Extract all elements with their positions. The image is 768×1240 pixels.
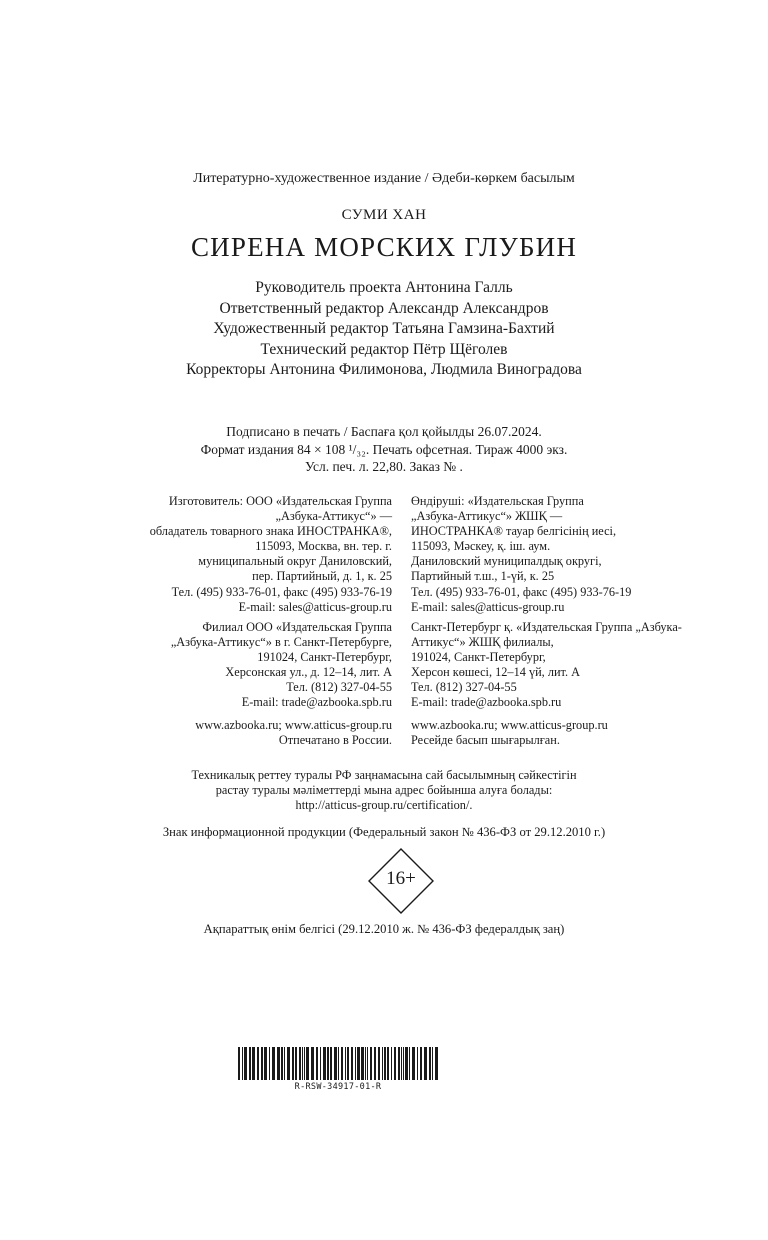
text-line: Санкт-Петербург қ. «Издательская Группа „Азбука- bbox=[411, 619, 682, 634]
barcode-bar bbox=[420, 1047, 422, 1080]
staff-line: Ответственный редактор Александр Александров bbox=[219, 299, 549, 317]
certification-note bbox=[0, 768, 768, 814]
text-line: Отпечатано в России. bbox=[278, 733, 392, 748]
book-title: СИРЕНА МОРСКИХ ГЛУБИН bbox=[190, 232, 578, 262]
text-line: 115093, Мәскеу, қ. іш. аум. bbox=[411, 539, 551, 554]
barcode-bar bbox=[435, 1047, 438, 1080]
text-line: 191024, Санкт-Петербург, bbox=[411, 649, 546, 664]
barcode-bar bbox=[252, 1047, 255, 1080]
barcode-bar bbox=[330, 1047, 332, 1080]
barcode-bar bbox=[398, 1047, 400, 1080]
print-info bbox=[0, 423, 768, 476]
barcode-bar bbox=[264, 1047, 267, 1080]
text-line: Техникалық реттеу туралы РФ заңнамасына сай басылымның сәйкестігін bbox=[191, 768, 577, 782]
author-name: СУМИ ХАН bbox=[341, 207, 427, 223]
manufacturer-ru bbox=[150, 494, 392, 615]
barcode-bar bbox=[295, 1047, 297, 1080]
barcode-bar bbox=[351, 1047, 353, 1080]
text-line: Филиал ООО «Издательская Группа bbox=[202, 619, 392, 634]
text-line: растау туралы мәліметтерді мына адрес бойынша алуға болады: bbox=[215, 783, 553, 798]
barcode-bar bbox=[365, 1047, 366, 1080]
barcode-bar bbox=[244, 1047, 247, 1080]
barcode-bar bbox=[311, 1047, 314, 1080]
barcode-bar bbox=[269, 1047, 270, 1080]
barcode-bar bbox=[361, 1047, 364, 1080]
barcode-bar bbox=[401, 1047, 402, 1080]
column-kazakh bbox=[411, 494, 682, 749]
text-line: Партийный т.ш., 1-үй, к. 25 bbox=[411, 569, 555, 584]
barcode-bar bbox=[299, 1047, 301, 1080]
print-line: Усл. печ. л. 22,80. Заказ № . bbox=[305, 459, 463, 474]
barcode-bar bbox=[272, 1047, 275, 1080]
email-line: E-mail: trade@azbooka.spb.ru bbox=[411, 695, 562, 710]
barcode-bar bbox=[345, 1047, 346, 1080]
barcode-bar bbox=[384, 1047, 386, 1080]
text-line: Тел. (495) 933-76-01, факс (495) 933-76-19 bbox=[171, 584, 392, 599]
barcode-bar bbox=[378, 1047, 380, 1080]
barcode-code: R-RSW-34917-01-R bbox=[294, 1082, 382, 1092]
barcode-bar bbox=[316, 1047, 318, 1080]
text-line: 115093, Москва, вн. тер. г. bbox=[255, 539, 392, 554]
barcode-bar bbox=[391, 1047, 392, 1080]
text-line: ИНОСТРАНКА® тауар белгісінің иесі, bbox=[411, 524, 617, 539]
staff-line: Корректоры Антонина Филимонова, Людмила Виноградова bbox=[186, 361, 582, 379]
web-ru bbox=[150, 718, 392, 748]
email-line: E-mail: sales@atticus-group.ru bbox=[411, 599, 565, 614]
barcode-bar bbox=[284, 1047, 285, 1080]
barcode-bar bbox=[424, 1047, 427, 1080]
text-line: Ресейде басып шығарылған. bbox=[411, 733, 560, 748]
barcode-bar bbox=[387, 1047, 389, 1080]
barcode-bar bbox=[277, 1047, 280, 1080]
barcode-bar bbox=[405, 1047, 408, 1080]
barcode-bar bbox=[355, 1047, 356, 1080]
barcode-bar bbox=[367, 1047, 368, 1080]
barcode-bar bbox=[287, 1047, 290, 1080]
text-line: пер. Партийный, д. 1, к. 25 bbox=[252, 569, 392, 584]
print-line: Подписано в печать / Баспаға қол қойылды 26.07.2024. bbox=[226, 424, 542, 439]
text-line: „Азбука-Аттикус“» ЖШҚ — bbox=[411, 509, 563, 524]
barcode-bar bbox=[292, 1047, 294, 1080]
email-line: E-mail: trade@azbooka.spb.ru bbox=[241, 695, 392, 710]
web-kz bbox=[411, 718, 682, 748]
text-line: Өндіруші: «Издательская Группа bbox=[411, 494, 584, 508]
staff-list bbox=[0, 278, 768, 381]
barcode-bar bbox=[327, 1047, 329, 1080]
age-rating-badge: 16+ bbox=[386, 868, 416, 889]
barcode-bar bbox=[323, 1047, 326, 1080]
barcode-bar bbox=[341, 1047, 343, 1080]
text-line: Херсон көшесі, 12–14 үй, лит. А bbox=[411, 665, 581, 680]
genre-label: Литературно-художественное издание / Әдеби-көркем басылым bbox=[193, 171, 575, 186]
barcode-bar bbox=[249, 1047, 251, 1080]
text-line: „Азбука-Аттикус“» — bbox=[275, 509, 392, 524]
barcode-bar bbox=[357, 1047, 360, 1080]
barcode-bar bbox=[304, 1047, 305, 1080]
column-russian bbox=[150, 494, 392, 749]
text-line: Тел. (812) 327-04-55 bbox=[286, 680, 392, 695]
branch-ru bbox=[150, 620, 392, 711]
barcode-bar bbox=[403, 1047, 404, 1080]
barcode-bar bbox=[238, 1047, 240, 1080]
barcode-bar bbox=[242, 1047, 243, 1080]
text-line: Изготовитель: ООО «Издательская Группа bbox=[168, 494, 392, 508]
url-line: http://atticus-group.ru/certification/. bbox=[295, 798, 473, 813]
barcode-bar bbox=[257, 1047, 259, 1080]
text-line: обладатель товарного знака ИНОСТРАНКА®, bbox=[149, 524, 392, 539]
barcode-bar bbox=[261, 1047, 263, 1080]
barcode bbox=[238, 1047, 438, 1080]
barcode-bar bbox=[302, 1047, 303, 1080]
text-line: Тел. (812) 327-04-55 bbox=[411, 680, 517, 695]
text-line: Тел. (495) 933-76-01, факс (495) 933-76-19 bbox=[411, 584, 632, 599]
barcode-bar bbox=[412, 1047, 415, 1080]
print-line: Формат издания 84 × 108 ¹/₃₂. Печать офсетная. Тираж 4000 экз. bbox=[200, 441, 568, 457]
manufacturer-kz bbox=[411, 494, 682, 615]
staff-line: Руководитель проекта Антонина Галль bbox=[255, 279, 513, 296]
barcode-bar bbox=[374, 1047, 376, 1080]
barcode-bar bbox=[338, 1047, 339, 1080]
barcode-bar bbox=[347, 1047, 349, 1080]
barcode-bar bbox=[306, 1047, 309, 1080]
website-line: www.azbooka.ru; www.atticus-group.ru bbox=[411, 718, 608, 733]
staff-line: Художественный редактор Татьяна Гамзина-Бахтий bbox=[213, 320, 555, 338]
website-line: www.azbooka.ru; www.atticus-group.ru bbox=[195, 718, 392, 733]
text-line: Даниловский муниципалдық округі, bbox=[411, 554, 602, 569]
barcode-bar bbox=[432, 1047, 433, 1080]
text-line: 191024, Санкт-Петербург, bbox=[257, 649, 392, 664]
text-line: муниципальный округ Даниловский, bbox=[198, 554, 392, 569]
barcode-bar bbox=[320, 1047, 321, 1080]
barcode-bar bbox=[334, 1047, 337, 1080]
barcode-bar bbox=[382, 1047, 383, 1080]
barcode-bar bbox=[281, 1047, 283, 1080]
text-line: Аттикус“» ЖШҚ филиалы, bbox=[411, 634, 554, 649]
barcode-bar bbox=[429, 1047, 431, 1080]
info-sign-label-ru: Знак информационной продукции (Федеральный закон № 436-ФЗ от 29.12.2010 г.) bbox=[162, 825, 606, 839]
staff-line: Технический редактор Пётр Щёголев bbox=[260, 340, 508, 358]
text-line: „Азбука-Аттикус“» в г. Санкт-Петербурге, bbox=[170, 634, 392, 649]
barcode-bar bbox=[417, 1047, 418, 1080]
text-line: Херсонская ул., д. 12–14, лит. А bbox=[225, 665, 392, 680]
email-line: E-mail: sales@atticus-group.ru bbox=[238, 599, 392, 614]
barcode-bar bbox=[409, 1047, 410, 1080]
info-sign-label-kz: Ақпараттық өнім белгісі (29.12.2010 ж. № 436-ФЗ федералдық заң) bbox=[203, 922, 565, 936]
barcode-bar bbox=[370, 1047, 372, 1080]
branch-kz bbox=[411, 620, 682, 711]
barcode-bar bbox=[394, 1047, 396, 1080]
